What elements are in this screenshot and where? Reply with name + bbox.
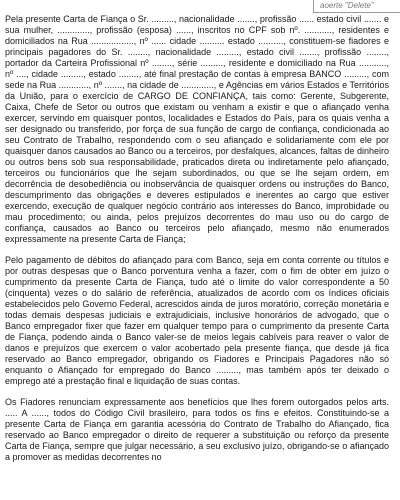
paragraph: Pelo pagamento de débitos do afiançado para com Banco, seja em conta corrente ou títulos e por outras despesas que o Banco porventura venha a fazer, com o fim de obter em juízo o cumprimento da presente Carta de Fiança, tudo até o limite do valor correspondente a 50 (cinquenta) vezes o do salário de referência, atualizados de acordo com os índices oficiais estabelecidos pelo Governo Federal, acrescidos ainda de juros moratório, correção monetária e todas demais despesas judiciais e extrajudiciais, inclusive honorários de advogado, que o Banco empregador fixer que fazer em qualquer tempo para o cumprimento da presente Carta de Fiança, podendo ainda o Banco valer-se de meios legais cabíveis para reaver o valor de danos e prejuízos que exercem o valor acobertado pela presente fiança, que desde já fica reservado ao Banco empregador, obrigando os Fiadores e Principais Pagadores não só enquanto o Afiançado for empregado do Banco ........., mas também após ter deixado o emprego até a prestação final e liquidação de suas contas. <box>5 255 389 386</box>
delete-hint-label: aoerte "Delete" <box>320 1 374 10</box>
paragraph: Pela presente Carta de Fiança o Sr. ........., nacionalidade ......., profissão ...... estado civil ....... e sua mulher, ............., profissão (esposa) ......, inscritos no CPF sob nº. ..........., residentes e domiciliados na Rua ................., nº ...... cidade .......... estado .........., constituem-se fiadores e principais pagadores do Sr. ........, nacionalidade ........., estado civil ......., profissão ........, portador da Carteira Profissional nº ........, série ........., residente e domiciliado na Rua ..........., nº ...., cidade ........., estado ........, até final prestação de contas à empresa BANCO ........., com sede na Rua ............, nº ......., na cidade de ............., e Agências em vários Estados e Territórios da União, para o exercício de CARGO DE CONFIANÇA, tais como: Gerente, Subgerente, Caixa, Chefe de Setor ou outros que existam ou venham a existir e que o afiançado venha exercer, servindo em quaisquer pontos, localidades e Estados do País, para os quais venha a ser designado ou transferido, por força de sua função de cargo de confiança, condicionada ao seu Contrato de Trabalho, respondendo com o seu afiançado e solidariamente com ele por quaisquer danos causados ao Banco ou a terceiros, por desfalques, alcances, faltas de dinheiro ou outros bens sob sua responsabilidade, praticados direta ou indiretamente pelo afiançado, terceiros ou funcionários que lhe sejam subordinados, ou que se lhe sejam ordem, em decorrência de desobediência ou inobservância de quaisquer ordens ou instruções do Banco, descumprimento das obrigações e deveres estipulados e inerentes ao cargo que estiver exercendo, execução de qualquer negócio contrário aos interesses do Banco, improbidade ou mau procedimento; ou ainda, pelos prejuízos decorrentes do mau uso ou do cargo de confiança, causados ao Banco ou terceiros pelo afiançado, mesmo não enumerados expressamente na presente Carta de Fiança; <box>5 14 389 244</box>
document-body <box>5 14 389 473</box>
delete-hint-box <box>313 0 400 13</box>
paragraph: Os Fiadores renunciam expressamente aos benefícios que lhes forem outorgados pelos arts. ..... A ......, todos do Código Civil brasileiro, para todos os fins e efeitos. Constituindo-se a presente Carta de Fiança em garantia acessória do Contrato de Trabalho do Afiançado, fica reservado ao Banco empregador o direito de requerer a substituição ou reforço da presente Carta de Fiança, sempre que julgar necessário, a seu exclusivo juízo, obrigando-se o afiançado a promover as medidas decorrentes no <box>5 397 389 462</box>
